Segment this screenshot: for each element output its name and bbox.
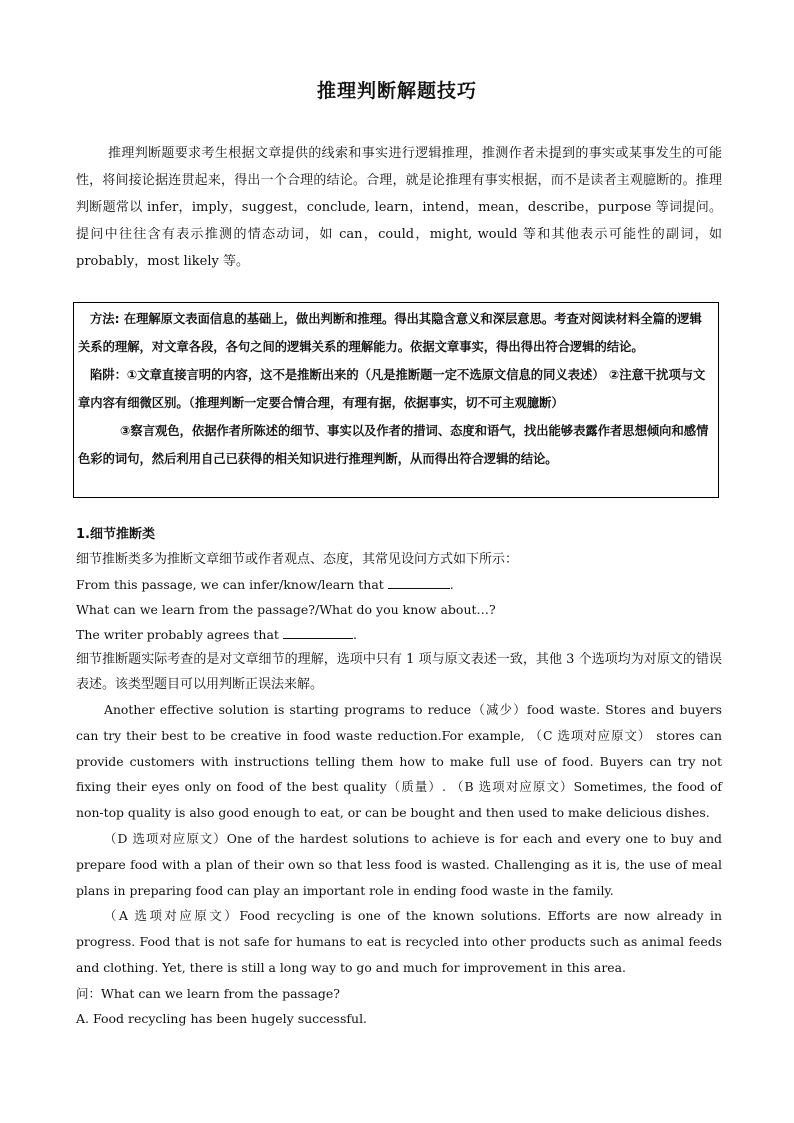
example-3-end: . xyxy=(352,627,357,642)
section-detail-inference xyxy=(76,522,722,1031)
example-question-1 xyxy=(76,572,722,597)
example-question-3 xyxy=(76,622,722,647)
passage-paragraph-2: （D 选项对应原文）One of the hardest solutions to achieve is for each and every one to buy and prepare food with a plan of their own so that less food is wasted. Challenging as it is, the use of meal plans in preparing food can play an important role in ending food waste in the family. xyxy=(76,830,722,898)
example-1-text: From this passage, we can infer/know/learn that xyxy=(76,577,384,592)
answer-blank xyxy=(283,626,353,639)
answer-blank xyxy=(388,576,450,589)
example-1-end: . xyxy=(449,577,454,592)
intro-paragraph: 推理判断题要求考生根据文章提供的线索和事实进行逻辑推理，推测作者未提到的事实或某事发生的可能性，将间接论据连贯起来，得出一个合理的结论。合理，就是论推理有事实根据，而不是读者主观臆断的。推理判断题常以 infer，imply，suggest，conclude, learn，intend，mean，describe，purpose 等词提问。提问中往往含有表示推测的情态动词，如 can，could，might, would 等和其他表示可能性的副词，如 probably，most likely 等。 xyxy=(76,146,722,269)
example-question-2: What can we learn from the passage?/What do you know about…? xyxy=(76,602,496,617)
option-a: A. Food recycling has been hugely successful. xyxy=(76,1010,368,1026)
section-description: 细节推断类多为推断文章细节或作者观点、态度，其常见设问方式如下所示： xyxy=(76,552,519,567)
section-heading: 1.细节推断类 xyxy=(76,527,155,542)
page-title: 推理判断解题技巧 xyxy=(316,80,477,102)
tips-box xyxy=(73,302,719,498)
trap-text: 陷阱：①文章直接言明的内容，这不是推断出来的（凡是推断题一定不选原文信息的同义表述） ②注意干扰项与文章内容有细微区别。（推理判断一定要合情合理，有理有据，依据事实，切不可主观臆断） xyxy=(78,368,706,410)
question-text: 问：What can we learn from the passage? xyxy=(76,985,340,1001)
method-text: 方法: 在理解原文表面信息的基础上，做出判断和推理。得出其隐含意义和深层意思。考查对阅读材料全篇的逻辑关系的理解，对文章各段，各句之间的逻辑关系的理解能力。依据文章事实，得出得出符合逻辑的结论。 xyxy=(78,312,702,354)
example-3-text: The writer probably agrees that xyxy=(76,627,279,642)
section-note: 细节推断题实际考查的是对文章细节的理解，选项中只有 1 项与原文表述一致，其他 3 个选项均为对原文的错误表述。该类型题目可以用判断正误法来解。 xyxy=(76,652,722,692)
passage-paragraph-1: Another effective solution is starting programs to reduce（减少）food waste. Stores and buyers can try their best to be creative in food waste reduction.For example, （C 选项对应原文） stores can provide customers with instructions telling them how to make full use of food. Buyers can try not fixing their eyes only on food of the best quality（质量）. （B 选项对应原文）Sometimes, the food of non-top quality is also good enough to eat, or can be bought and then used to make delicious dishes. xyxy=(76,702,722,821)
intro-section xyxy=(76,140,722,275)
reading-passage xyxy=(76,697,722,981)
tip3-text: ③察言观色，依据作者所陈述的细节、事实以及作者的措词、态度和语气，找出能够表露作者思想倾向和感情色彩的词句，然后利用自己已获得的相关知识进行推理判断，从而得出符合逻辑的结论。 xyxy=(78,424,709,466)
passage-paragraph-3: （A 选项对应原文）Food recycling is one of the known solutions. Efforts are now already in progress. Food that is not safe for humans to eat is recycled into other products such as animal feeds and clothing. Yet, there is still a long way to go and much for improvement in this area. xyxy=(76,908,722,975)
